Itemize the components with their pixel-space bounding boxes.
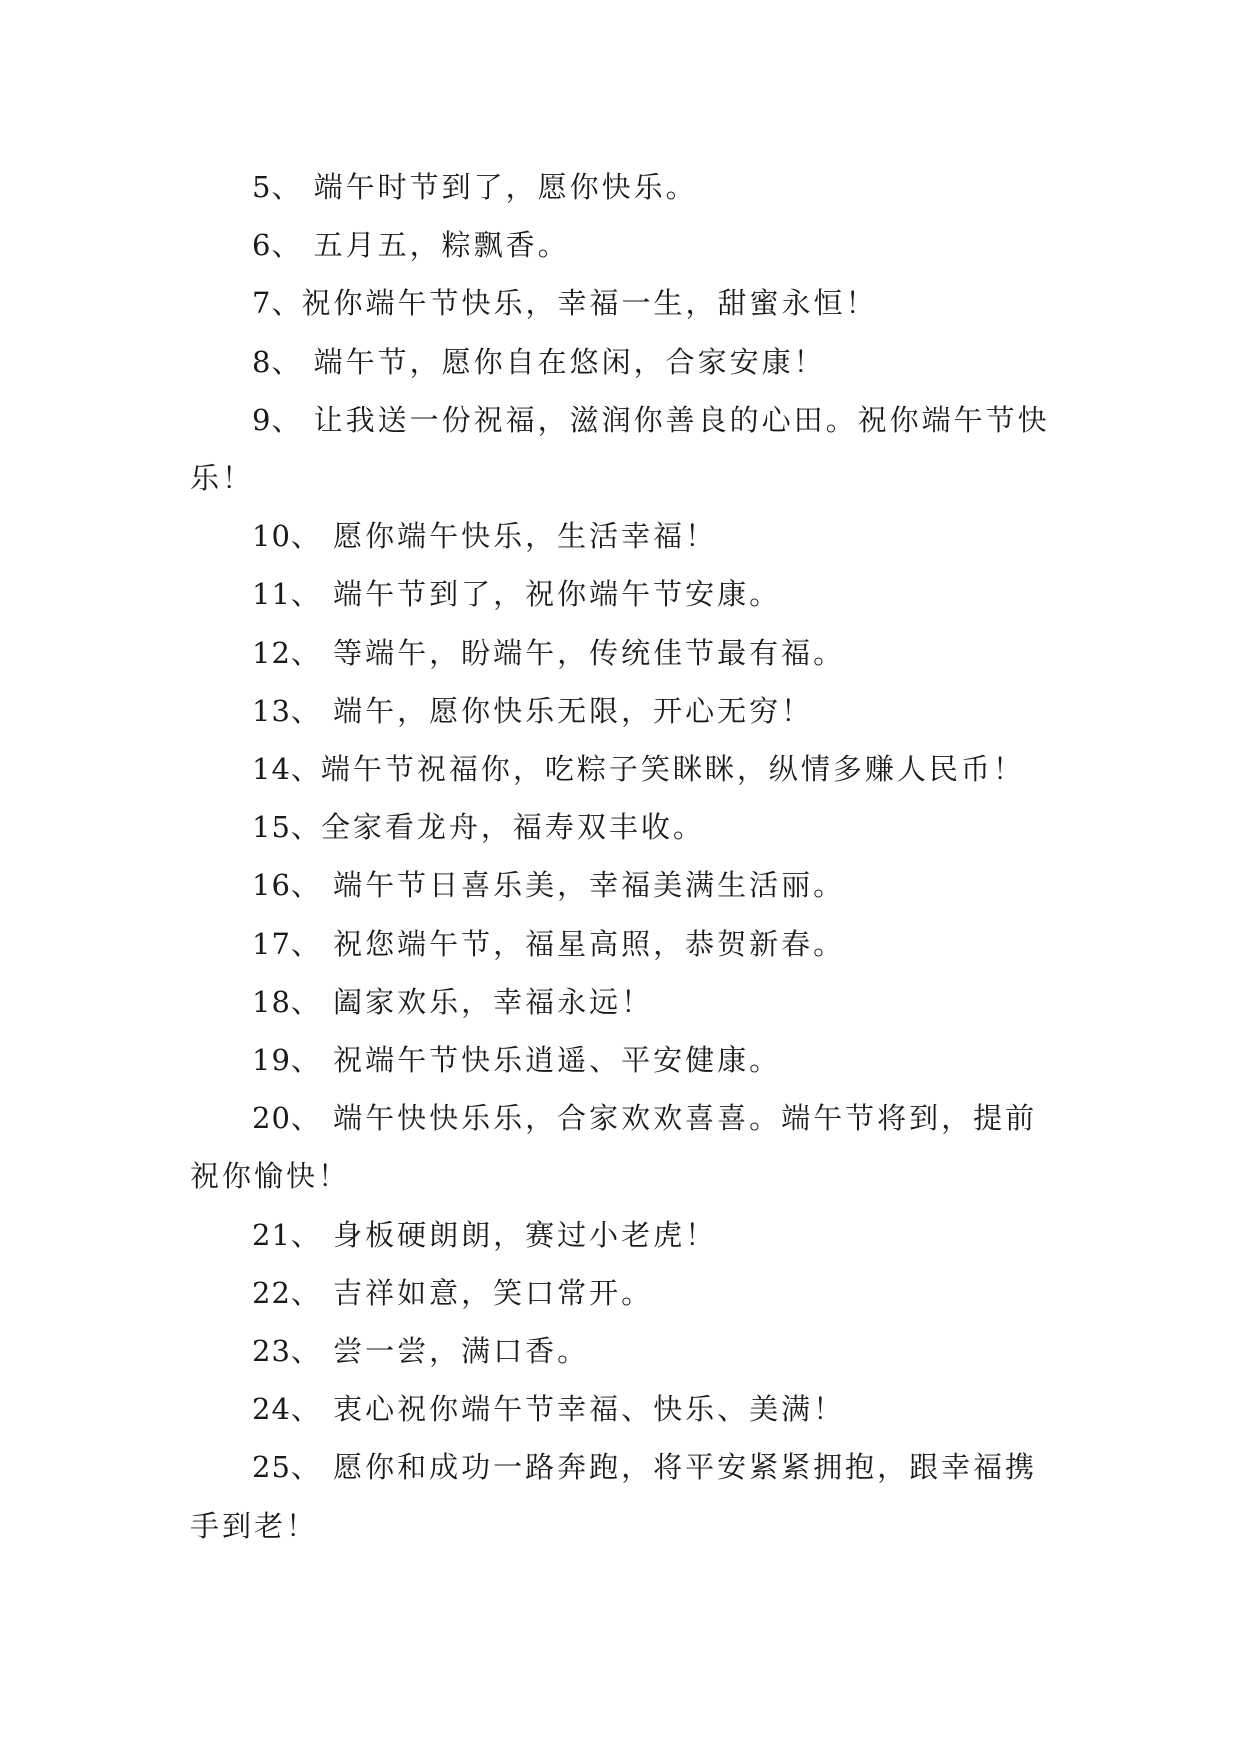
item-text: 祝你端午节快乐，幸福一生，甜蜜永恒！	[301, 286, 878, 321]
item-text: 愿你端午快乐，生活幸福！	[333, 519, 718, 554]
item-gap	[321, 927, 333, 961]
list-item	[190, 1380, 1060, 1438]
item-text: 衷心祝你端午节幸福、快乐、美满！	[333, 1392, 846, 1427]
item-gap	[321, 694, 333, 728]
item-text: 端午快快乐乐，合家欢欢喜喜。端午节将到，提前祝你愉快！	[190, 1101, 1038, 1194]
item-text: 尝一尝，满口香。	[333, 1334, 590, 1369]
list-item	[190, 856, 1060, 914]
item-text: 端午节祝福你，吃粽子笑眯眯，纵情多赚人民币！	[320, 752, 1025, 787]
item-gap	[301, 170, 313, 204]
item-number: 13、	[252, 693, 321, 728]
item-number: 20、	[252, 1101, 321, 1136]
item-gap	[321, 1276, 333, 1310]
item-text: 五月五，粽飘香。	[313, 228, 570, 263]
item-text: 愿你和成功一路奔跑，将平安紧紧拥抱，跟幸福携手到老！	[190, 1450, 1038, 1543]
item-number: 22、	[252, 1275, 321, 1310]
list-item	[190, 624, 1060, 682]
list-item	[190, 682, 1060, 740]
document-body	[190, 158, 1060, 1555]
item-text: 等端午，盼端午，传统佳节最有福。	[333, 635, 846, 670]
list-item	[190, 507, 1060, 565]
item-text: 祝您端午节，福星高照，恭贺新春。	[333, 926, 846, 961]
list-item	[190, 391, 1060, 507]
item-number: 14、	[252, 752, 321, 787]
item-text: 端午时节到了，愿你快乐。	[313, 170, 698, 204]
item-gap	[321, 1218, 333, 1252]
list-item	[190, 798, 1060, 856]
item-number: 6、	[252, 228, 302, 263]
item-number: 23、	[252, 1334, 321, 1369]
item-text: 祝端午节快乐逍遥、平安健康。	[333, 1043, 782, 1078]
item-text: 吉祥如意，笑口常开。	[333, 1275, 654, 1310]
list-item	[190, 216, 1060, 274]
item-gap	[321, 519, 333, 553]
item-number: 8、	[252, 344, 302, 379]
item-gap	[321, 1392, 333, 1426]
item-number: 17、	[252, 926, 321, 961]
item-number: 5、	[252, 170, 302, 204]
item-text: 端午节到了，祝你端午节安康。	[333, 577, 782, 612]
item-gap	[301, 403, 313, 437]
item-number: 12、	[252, 635, 321, 670]
list-item	[190, 1206, 1060, 1264]
list-item	[190, 1031, 1060, 1089]
item-number: 16、	[252, 868, 321, 903]
item-gap	[321, 868, 333, 902]
list-item	[190, 565, 1060, 623]
item-number: 9、	[252, 402, 302, 437]
list-item	[190, 1322, 1060, 1380]
item-text: 身板硬朗朗，赛过小老虎！	[333, 1217, 718, 1252]
item-text: 全家看龙舟，福寿双丰收。	[320, 810, 705, 845]
list-item	[190, 915, 1060, 973]
item-gap	[321, 985, 333, 1019]
item-gap	[321, 577, 333, 611]
list-item	[190, 333, 1060, 391]
item-number: 19、	[252, 1043, 321, 1078]
item-gap	[321, 1101, 333, 1135]
item-gap	[321, 1334, 333, 1368]
item-text: 端午节，愿你自在悠闲，合家安康！	[313, 344, 826, 379]
list-item	[190, 973, 1060, 1031]
list-item	[190, 274, 1060, 332]
item-gap	[301, 228, 313, 262]
item-gap	[301, 345, 313, 379]
item-text: 让我送一份祝福，滋润你善良的心田。祝你端午节快乐！	[190, 402, 1050, 496]
item-number: 18、	[252, 984, 321, 1019]
item-gap	[321, 636, 333, 670]
item-text: 端午节日喜乐美，幸福美满生活丽。	[333, 868, 846, 903]
item-gap	[321, 1450, 333, 1484]
item-number: 11、	[252, 577, 321, 612]
item-text: 端午，愿你快乐无限，开心无穷！	[333, 693, 814, 728]
list-item	[190, 740, 1060, 798]
item-text: 阖家欢乐，幸福永远！	[333, 984, 654, 1019]
item-number: 25、	[252, 1450, 321, 1485]
item-number: 7、	[252, 286, 302, 321]
item-number: 10、	[252, 519, 321, 554]
list-item	[190, 158, 1060, 216]
item-number: 15、	[252, 810, 321, 845]
list-item	[190, 1089, 1060, 1205]
list-item	[190, 1264, 1060, 1322]
item-number: 21、	[252, 1217, 321, 1252]
list-item	[190, 1438, 1060, 1554]
item-gap	[321, 1043, 333, 1077]
item-number: 24、	[252, 1392, 321, 1427]
